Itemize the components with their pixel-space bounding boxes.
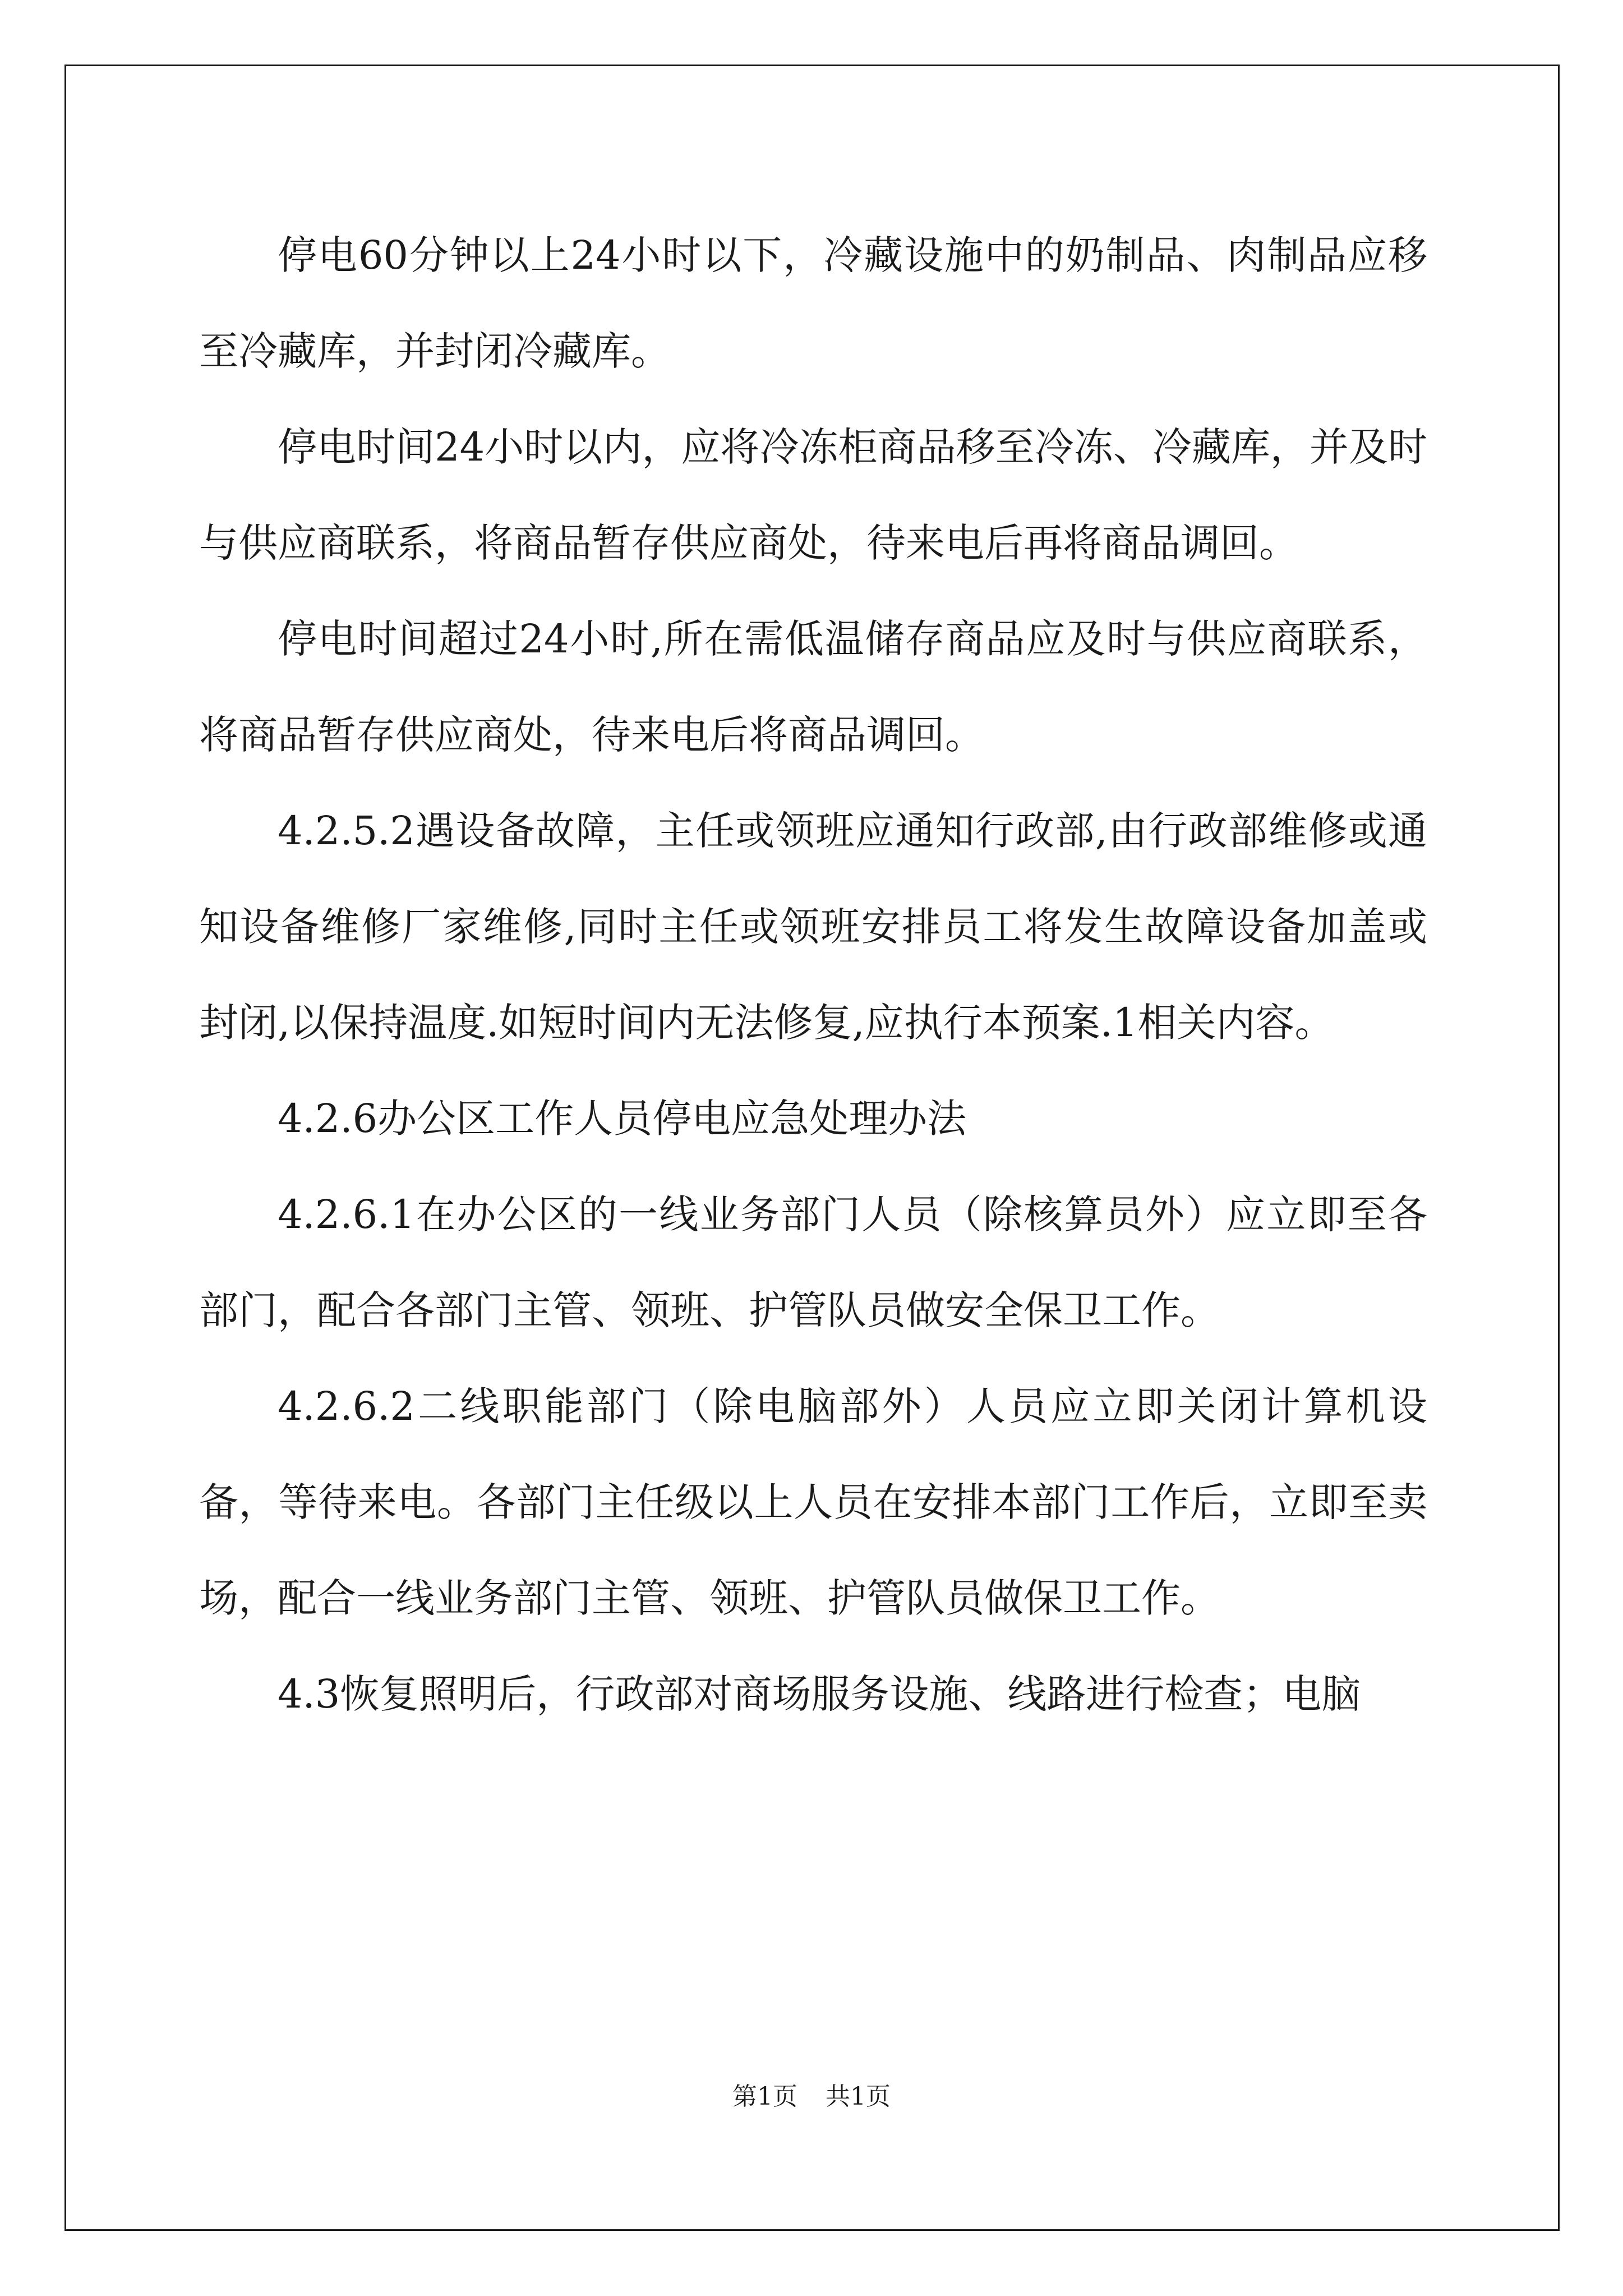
paragraph: 停电时间超过24小时,所在需低温储存商品应及时与供应商联系，将商品暂存供应商处，待来电后将商品调回。 [199,616,1427,758]
page-number: 第1页 [732,2082,797,2111]
paragraph: 停电60分钟以上24小时以下，冷藏设施中的奶制品、肉制品应移至冷藏库，并封闭冷藏库。 [199,232,1427,374]
paragraph: 4.2.5.2遇设备故障，主任或领班应通知行政部,由行政部维修或通知设备维修厂家维修,同时主任或领班安排员工将发生故障设备加盖或封闭,以保持温度.如短时间内无法修复,应执行本预案.1相关内容。 [199,808,1427,1046]
section-heading: 4.2.6办公区工作人员停电应急处理办法 [278,1096,967,1142]
page-total: 共1页 [826,2082,891,2111]
document-body [199,208,1427,1742]
paragraph: 4.2.6.2二线职能部门（除电脑部外）人员应立即关闭计算机设备，等待来电。各部门主任级以上人员在安排本部门工作后，立即至卖场，配合一线业务部门主管、领班、护管队员做保卫工作。 [199,1383,1427,1621]
page-footer [0,2080,1623,2114]
paragraph: 4.2.6.1在办公区的一线业务部门人员（除核算员外）应立即至各部门，配合各部门主管、领班、护管队员做安全保卫工作。 [199,1191,1427,1333]
paragraph: 停电时间24小时以内，应将冷冻柜商品移至冷冻、冷藏库，并及时与供应商联系，将商品暂存供应商处，待来电后再将商品调回。 [199,424,1427,566]
paragraph: 4.3恢复照明后，行政部对商场服务设施、线路进行检查；电脑 [278,1671,1361,1717]
